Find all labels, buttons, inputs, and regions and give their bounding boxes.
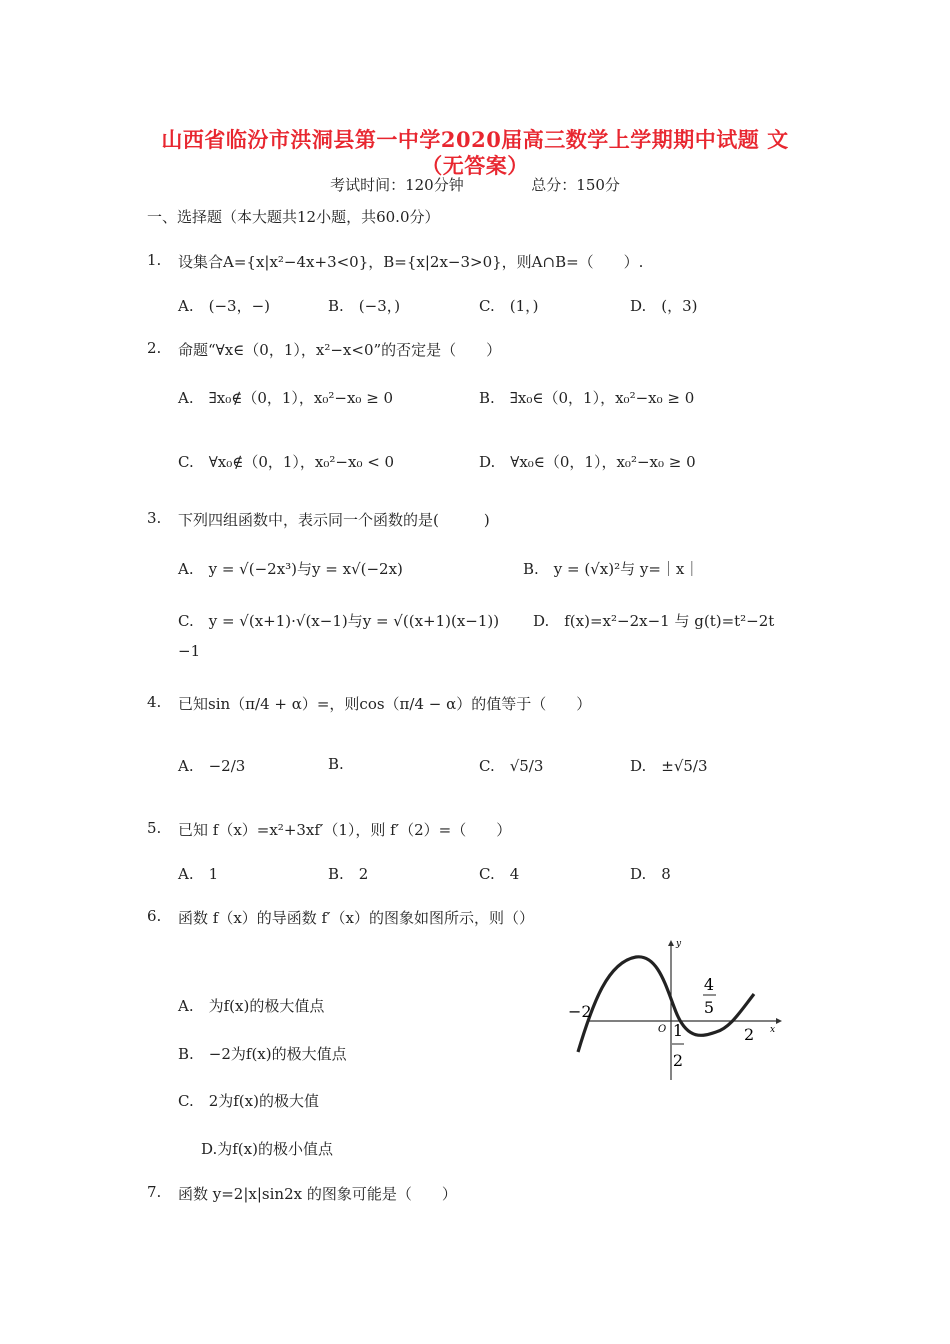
exam-time: 考试时间：120分钟 bbox=[330, 176, 464, 194]
exam-score: 总分：150分 bbox=[531, 176, 620, 194]
q1-number: 1. bbox=[147, 251, 162, 269]
q3-option-d-continued: −1 bbox=[178, 642, 201, 660]
q3-option-b: B. y = (√x)²与 y=｜x｜ bbox=[523, 560, 700, 578]
q1-option-a: A. (−3，−) bbox=[178, 297, 270, 315]
x-axis-arrow bbox=[776, 1018, 782, 1024]
q2-stem: 命题“∀x∈（0，1），x²−x<0”的否定是（ ） bbox=[178, 341, 502, 359]
q2-option-d: D. ∀x₀∈（0，1），x₀²−x₀ ≥ 0 bbox=[479, 453, 696, 471]
q3-option-c: C. y = √(x+1)·√(x−1)与y = √((x+1)(x−1)) bbox=[178, 612, 500, 630]
q5-option-b: B. 2 bbox=[328, 865, 369, 883]
q6-stem: 函数 f（x）的导函数 f′（x）的图象如图所示，则（） bbox=[178, 909, 534, 927]
label-x: x bbox=[770, 1025, 776, 1035]
q2-option-b: B. ∃x₀∈（0，1），x₀²−x₀ ≥ 0 bbox=[479, 389, 695, 407]
q3-option-d: D. f(x)=x²−2x−1 与 g(t)=t²−2t bbox=[533, 612, 775, 630]
q1-option-d: D. (，3) bbox=[630, 297, 698, 315]
derivative-curve bbox=[578, 957, 754, 1052]
derivative-graph bbox=[558, 932, 783, 1082]
q6-number: 6. bbox=[147, 907, 162, 925]
q3-stem: 下列四组函数中，表示同一个函数的是( ) bbox=[178, 511, 490, 529]
q5-number: 5. bbox=[147, 819, 162, 837]
label-two: 2 bbox=[744, 1025, 755, 1044]
q5-option-d: D. 8 bbox=[630, 865, 671, 883]
q1-option-c: C. (1，) bbox=[479, 297, 539, 315]
q4-option-a: A. −2/3 bbox=[178, 757, 246, 775]
label-two-bottom: 2 bbox=[672, 1051, 684, 1070]
q4-option-d: D. ±√5/3 bbox=[630, 757, 708, 775]
q4-stem: 已知sin（π/4 + α）=，则cos（π/4 − α）的值等于（ ） bbox=[178, 695, 592, 713]
section-heading: 一、选择题（本大题共12小题，共60.0分） bbox=[147, 208, 440, 226]
q6-option-b: B. −2为f(x)的极大值点 bbox=[178, 1045, 347, 1063]
label-y: y bbox=[676, 939, 682, 949]
q7-stem: 函数 y=2|x|sin2x 的图象可能是（ ） bbox=[178, 1185, 457, 1203]
q3-number: 3. bbox=[147, 509, 162, 527]
q4-option-b: B. bbox=[328, 755, 344, 773]
q2-number: 2. bbox=[147, 339, 162, 357]
label-neg2: −2 bbox=[568, 1002, 592, 1021]
q2-option-c: C. ∀x₀∉（0，1），x₀²−x₀ < 0 bbox=[178, 453, 395, 471]
q4-option-c: C. √5/3 bbox=[479, 757, 544, 775]
label-four: 4 bbox=[703, 975, 715, 994]
q7-number: 7. bbox=[147, 1183, 162, 1201]
y-axis-arrow bbox=[668, 940, 674, 946]
q4-number: 4. bbox=[147, 693, 162, 711]
doc-title-line1: 山西省临汾市洪洞县第一中学2020届高三数学上学期期中试题 文 bbox=[161, 127, 789, 152]
label-five: 5 bbox=[703, 998, 715, 1017]
q3-option-a: A. y = √(−2x³)与y = x√(−2x) bbox=[178, 560, 403, 578]
q5-stem: 已知 f（x）=x²+3xf′（1），则 f′（2）=（ ） bbox=[178, 821, 512, 839]
q5-option-a: A. 1 bbox=[178, 865, 219, 883]
q1-option-b: B. (−3，) bbox=[328, 297, 401, 315]
q6-option-a: A. 为f(x)的极大值点 bbox=[178, 997, 325, 1015]
q1-stem: 设集合A={x|x²−4x+3<0}，B={x|2x−3>0}，则A∩B=（ ）. bbox=[178, 253, 644, 271]
doc-title-line2: （无答案） bbox=[421, 153, 529, 178]
q6-option-d: D.为f(x)的极小值点 bbox=[201, 1140, 333, 1158]
q5-option-c: C. 4 bbox=[479, 865, 520, 883]
label-origin: O bbox=[658, 1024, 667, 1035]
q6-option-c: C. 2为f(x)的极大值 bbox=[178, 1092, 319, 1110]
q2-option-a: A. ∃x₀∉（0，1），x₀²−x₀ ≥ 0 bbox=[178, 389, 394, 407]
exam-info bbox=[0, 174, 950, 195]
label-one: 1 bbox=[672, 1021, 684, 1040]
